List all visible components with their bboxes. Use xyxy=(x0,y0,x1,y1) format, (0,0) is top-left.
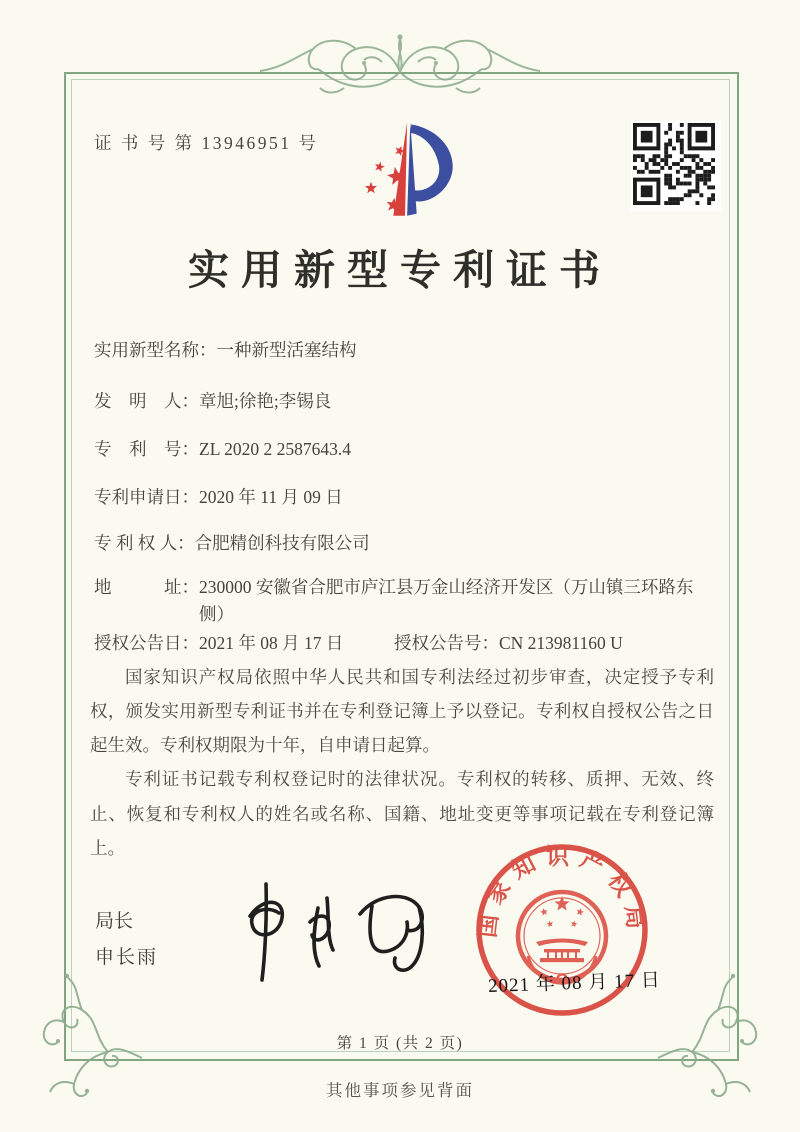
qr-code xyxy=(631,121,721,211)
officer-name: 申长雨 xyxy=(95,947,159,968)
field-label: 发 明 人： xyxy=(94,391,199,411)
seal-date: 2021 年 08 月 17 日 xyxy=(487,969,662,997)
field-row-address xyxy=(94,574,699,628)
field-label: 专 利 号： xyxy=(94,439,199,459)
field-row-grant xyxy=(94,630,714,655)
grant-date-label: 授权公告日： xyxy=(94,633,199,653)
grant-number-value: CN 213981160 U xyxy=(499,633,623,653)
grant-number xyxy=(394,630,623,655)
page-number: 第 1 页 (共 2 页) xyxy=(336,1035,464,1052)
field-value: 章旭;徐艳;李锡良 xyxy=(199,391,332,411)
paragraph: 国家知识产权局依照中华人民共和国专利法经过初步审查，决定授予专利权，颁发实用新型专利证书并在专利登记簿上予以登记。专利权自授权公告之日起生效。专利权期限为十年，自申请日起算。 xyxy=(90,667,714,756)
field-row-patentee xyxy=(94,530,370,555)
grant-date-value: 2021 年 08 月 17 日 xyxy=(199,633,344,653)
field-label: 实用新型名称： xyxy=(94,340,217,360)
field-value: 230000 安徽省合肥市庐江县万金山经济开发区（万山镇三环路东侧） xyxy=(199,577,694,625)
field-label: 专利申请日： xyxy=(94,487,199,507)
cnipa-logo-icon xyxy=(346,118,464,220)
page-title: 实用新型专利证书 xyxy=(188,247,612,293)
certificate-number: 证 书 号 第 13946951 号 xyxy=(94,133,319,153)
field-label: 专 利 权 人： xyxy=(94,533,195,553)
field-label: 地 址： xyxy=(94,577,199,597)
legal-text xyxy=(90,660,714,865)
officer-title: 局长 xyxy=(95,911,134,932)
signature-icon xyxy=(222,878,437,986)
svg-text:国家知识产权局: 国家知识产权局 xyxy=(474,843,650,939)
grant-number-label: 授权公告号： xyxy=(394,633,499,653)
field-value: ZL 2020 2 2587643.4 xyxy=(199,439,351,459)
field-value: 一种新型活塞结构 xyxy=(216,340,357,360)
field-value: 2020 年 11 月 09 日 xyxy=(199,487,343,507)
field-row-filing-date xyxy=(94,484,343,509)
field-row-patent-number xyxy=(94,436,351,461)
field-row-name xyxy=(94,337,357,362)
paragraph: 专利证书记载专利权登记时的法律状况。专利权的转移、质押、无效、终止、恢复和专利权人的姓名或名称、国籍、地址变更等事项记载在专利登记簿上。 xyxy=(90,769,714,858)
field-row-inventors xyxy=(94,388,331,413)
top-flourish-icon xyxy=(258,28,542,116)
back-note: 其他事项参见背面 xyxy=(326,1081,474,1100)
field-value: 合肥精创科技有限公司 xyxy=(194,533,370,553)
